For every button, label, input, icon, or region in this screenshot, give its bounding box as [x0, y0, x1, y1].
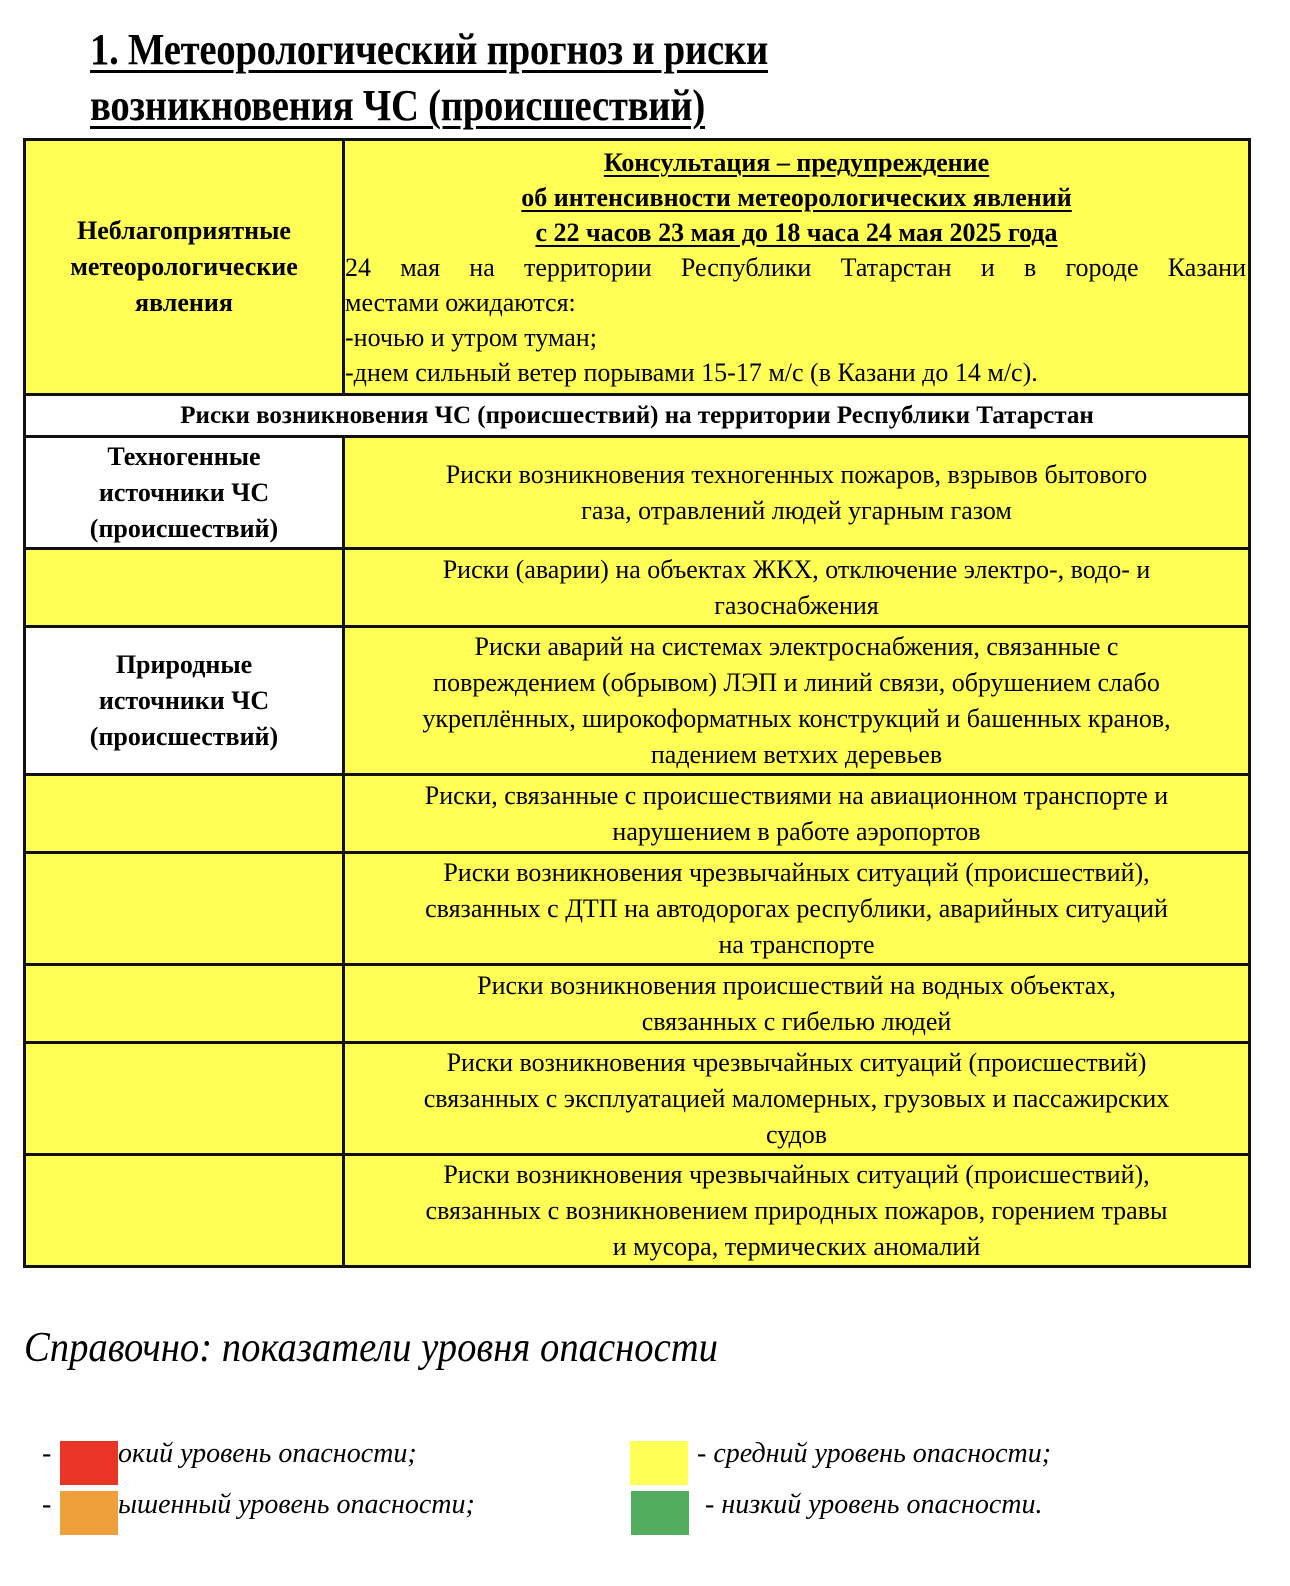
risk-description-cell: [344, 437, 1250, 549]
legend-swatch-yellow: [630, 1441, 688, 1485]
risk-row: [25, 853, 1250, 965]
legend-label: ышенный уровень опасности;: [118, 1489, 475, 1520]
risk-row: [25, 437, 1250, 549]
legend-title: Справочно: показатели уровня опасности: [24, 1325, 718, 1371]
risk-row: [25, 1043, 1250, 1155]
risk-row: [25, 1155, 1250, 1267]
consultation-header-line: Консультация – предупреждение: [603, 147, 990, 177]
risk-description-line: Риски возникновения происшествий на водных объектах,: [477, 970, 1116, 1000]
risk-source-line: Техногенные: [107, 441, 261, 471]
risk-source-cell: [25, 1043, 344, 1155]
risk-source-line: (происшествий): [89, 513, 279, 543]
risk-description-line: Риски возникновения техногенных пожаров, взрывов бытового: [445, 459, 1148, 489]
risk-description-line: связанных с возникновением природных пожаров, горением травы: [425, 1195, 1168, 1225]
risk-description-cell: [344, 1043, 1250, 1155]
risk-source-cell: [25, 437, 344, 549]
risk-description-line: и мусора, термических аномалий: [612, 1231, 981, 1261]
legend-dash: -: [42, 1438, 52, 1469]
forecast-body-line: 24 мая на территории Республики Татарстан и в городе Казани: [345, 252, 1246, 282]
risk-source-cell: [25, 965, 344, 1043]
risk-source-cell: [25, 549, 344, 627]
consultation-header: [345, 145, 1248, 250]
risk-description-line: на транспорте: [718, 929, 875, 959]
forecast-body: [345, 250, 1248, 390]
risk-rows: [25, 437, 1250, 1267]
forecast-body-line: местами ожидаются:: [345, 287, 576, 317]
risk-source-cell: [25, 1155, 344, 1267]
risk-description-line: газа, отравлений людей угарным газом: [581, 495, 1012, 525]
risk-source-line: источники ЧС: [98, 477, 270, 507]
risk-row: [25, 549, 1250, 627]
risk-source-line: источники ЧС: [98, 685, 270, 715]
legend-swatch-orange: [60, 1491, 118, 1535]
legend-label: окий уровень опасности;: [118, 1438, 417, 1469]
risk-description-line: связанных с ДТП на автодорогах республики, аварийных ситуаций: [425, 893, 1168, 923]
consultation-header-line: с 22 часов 23 мая до 18 часа 24 мая 2025 года: [535, 217, 1058, 247]
page-title-line-2: возникновения ЧС (происшествий): [90, 81, 705, 130]
legend-swatch-green: [631, 1491, 689, 1535]
legend-dash: -: [42, 1489, 52, 1520]
legend-label: - низкий уровень опасности.: [705, 1489, 1043, 1520]
risk-description-line: повреждением (обрывом) ЛЭП и линий связи, обрушением слабо: [433, 667, 1160, 697]
risk-description-line: Риски аварий на системах электроснабжения, связанные с: [474, 631, 1119, 661]
risk-description-line: Риски возникновения чрезвычайных ситуаций (происшествий),: [443, 1159, 1150, 1189]
risk-description-line: судов: [765, 1119, 828, 1149]
risk-description-cell: [344, 965, 1250, 1043]
risk-description-line: связанных с эксплуатацией маломерных, грузовых и пассажирских: [423, 1083, 1170, 1113]
legend-label: - средний уровень опасности;: [697, 1438, 1052, 1469]
risk-description-cell: [344, 853, 1250, 965]
page-title-line-1: 1. Метеорологический прогноз и риски: [90, 25, 768, 74]
risk-source-cell: [25, 627, 344, 775]
forecast-label-cell: [25, 140, 344, 395]
risk-table: [23, 138, 1251, 1268]
risk-row: [25, 965, 1250, 1043]
risk-description-cell: [344, 627, 1250, 775]
forecast-body-line: -ночью и утром туман;: [345, 322, 597, 352]
forecast-label-line: явления: [135, 288, 233, 317]
risk-description-line: Риски возникновения чрезвычайных ситуаций (происшествий): [446, 1047, 1147, 1077]
risk-description-line: Риски, связанные с происшествиями на авиационном транспорте и: [424, 780, 1169, 810]
risk-row: [25, 627, 1250, 775]
risk-description-line: падением ветхих деревьев: [650, 739, 943, 769]
risk-description-line: Риски возникновения чрезвычайных ситуаций (происшествий),: [443, 857, 1150, 887]
risk-description-cell: [344, 549, 1250, 627]
risk-row: [25, 775, 1250, 853]
forecast-label-line: метеорологические: [70, 252, 298, 281]
risk-source-line: Природные: [115, 649, 253, 679]
risk-source-cell: [25, 775, 344, 853]
risk-description-line: Риски (аварии) на объектах ЖКХ, отключение электро-, водо- и: [442, 554, 1151, 584]
forecast-body-line: -днем сильный ветер порывами 15-17 м/с (в Казани до 14 м/с).: [345, 357, 1038, 387]
risks-banner-row: [25, 395, 1250, 437]
risk-description-cell: [344, 775, 1250, 853]
risk-source-cell: [25, 853, 344, 965]
risk-description-cell: [344, 1155, 1250, 1267]
forecast-row: [25, 140, 1250, 395]
risk-source-line: (происшествий): [89, 721, 279, 751]
risk-description-line: газоснабжения: [714, 590, 879, 620]
risk-description-line: нарушением в работе аэропортов: [612, 816, 981, 846]
legend-swatch-red: [60, 1441, 118, 1485]
page-title: [90, 22, 970, 134]
risk-description-line: укреплённых, широкоформатных конструкций и башенных кранов,: [422, 703, 1171, 733]
risk-description-line: связанных с гибелью людей: [641, 1006, 952, 1036]
consultation-header-line: об интенсивности метеорологических явлений: [521, 182, 1072, 212]
forecast-label-line: Неблагоприятные: [77, 216, 291, 245]
forecast-content-cell: [344, 140, 1250, 395]
risks-banner: Риски возникновения ЧС (происшествий) на территории Республики Татарстан: [25, 395, 1250, 437]
